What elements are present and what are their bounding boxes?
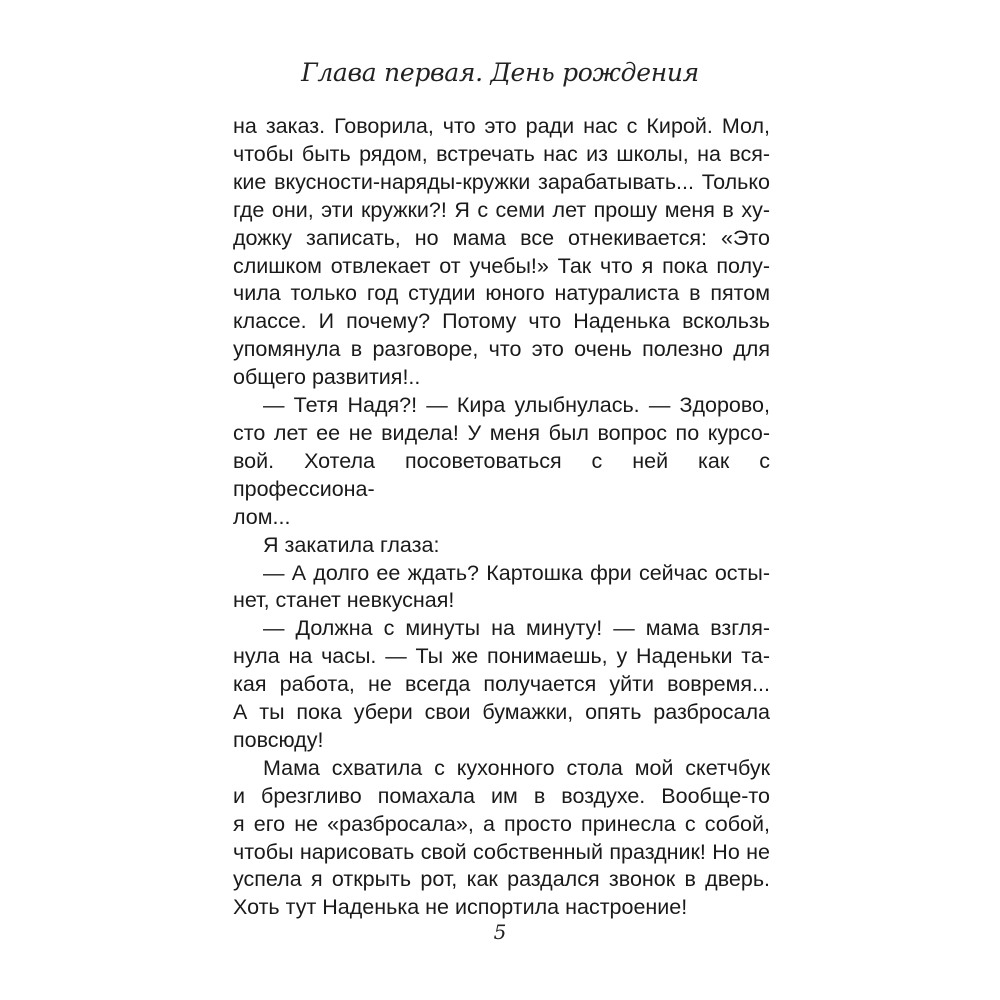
text-line: кие вкусности-наряды-кружки зарабатывать... Только — [233, 169, 770, 194]
text-line: — А долго ее ждать? Картошка фри сейчас осты- — [263, 560, 770, 585]
text-line: А ты пока убери свои бумажки, опять разбросала — [233, 700, 770, 725]
paragraph — [233, 560, 770, 616]
text-line: я его не «разбросала», а просто принесла с собой, — [233, 811, 770, 836]
paragraph — [233, 615, 770, 755]
text-line: Хоть тут Наденька не испортила настроение! — [233, 895, 688, 920]
paragraph — [233, 392, 770, 532]
text-line: слишком отвлекает от учебы!» Так что я пока полу- — [233, 253, 770, 278]
text-line: вой. Хотела посоветоваться с ней как с профессиона- — [233, 448, 770, 501]
text-line: на заказ. Говорила, что это ради нас с Кирой. Мол, — [233, 114, 770, 138]
text-line: Мама схватила с кухонного стола мой скетчбук — [263, 755, 770, 780]
text-line: — Тетя Надя?! — Кира улыбнулась. — Здорово, — [263, 393, 770, 418]
paragraph — [233, 532, 770, 560]
text-line: и брезгливо помахала им в воздухе. Вообще-то — [233, 783, 770, 808]
body-text — [233, 113, 770, 922]
text-line: где они, эти кружки?! Я с семи лет прошу меня в ху- — [233, 197, 770, 222]
text-line: Я закатила глаза: — [263, 532, 440, 557]
text-line: дожку записать, но мама все отнекивается: «Это — [233, 225, 770, 250]
text-line: общего развития!.. — [233, 365, 421, 390]
text-line: повсюду! — [233, 727, 324, 752]
text-line: чила только год студии юного натуралиста в пятом — [233, 281, 770, 306]
text-line: классе. И почему? Потому что Наденька вскользь — [233, 309, 770, 334]
paragraph — [233, 113, 770, 392]
text-line: нет, станет невкусная! — [233, 588, 455, 613]
text-line: сто лет ее не видела! У меня был вопрос по курсо- — [233, 420, 770, 445]
text-line: — Должна с минуты на минуту! — мама взгля- — [263, 616, 770, 641]
chapter-header: Глава первая. День рождения — [301, 58, 699, 87]
text-line: чтобы быть рядом, встречать нас из школы, на вся- — [233, 141, 770, 166]
page-number: 5 — [493, 920, 507, 944]
text-line: лом... — [233, 504, 291, 529]
text-line: упомянула в разговоре, что это очень полезно для — [233, 337, 770, 362]
text-line: нула на часы. — Ты же понимаешь, у Наденьки та- — [233, 644, 770, 669]
paragraph — [233, 755, 770, 922]
text-line: кая работа, не всегда получается уйти вовремя... — [233, 672, 770, 697]
text-line: чтобы нарисовать свой собственный праздник! Но не — [233, 839, 770, 864]
text-line: успела я открыть рот, как раздался звонок в дверь. — [233, 867, 770, 892]
